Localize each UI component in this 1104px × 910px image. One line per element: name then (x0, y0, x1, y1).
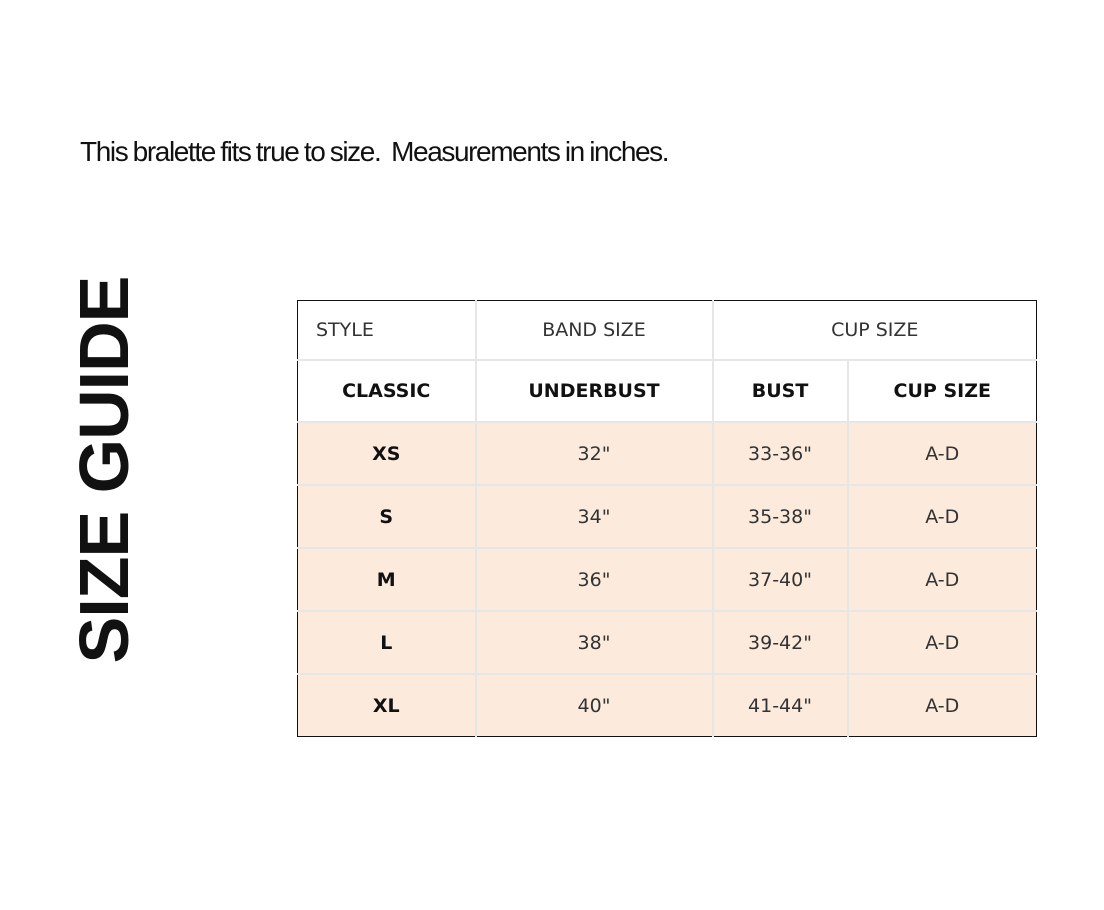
size-cell: L (298, 611, 476, 674)
style-group-header: STYLE (298, 301, 476, 361)
underbust-cell: 38" (476, 611, 713, 674)
column-header-row (298, 360, 1037, 422)
table-row (298, 422, 1037, 485)
bust-cell: 39-42" (713, 611, 848, 674)
table-row (298, 548, 1037, 611)
table-row (298, 674, 1037, 737)
size-cell: M (298, 548, 476, 611)
underbust-cell: 34" (476, 485, 713, 548)
table-row (298, 485, 1037, 548)
size-cell: XL (298, 674, 476, 737)
intro-text: This bralette fits true to size. Measurements in inches. (80, 136, 669, 167)
cup-cell: A-D (848, 422, 1037, 485)
cup-size-group-header: CUP SIZE (713, 301, 1037, 361)
cup-cell: A-D (848, 485, 1037, 548)
bust-cell: 33-36" (713, 422, 848, 485)
group-header-row (298, 301, 1037, 361)
cup-cell: A-D (848, 674, 1037, 737)
bust-cell: 37-40" (713, 548, 848, 611)
bust-header: BUST (713, 360, 848, 422)
cup-cell: A-D (848, 548, 1037, 611)
underbust-cell: 32" (476, 422, 713, 485)
classic-header: CLASSIC (298, 360, 476, 422)
band-size-group-header: BAND SIZE (476, 301, 713, 361)
size-guide-title: SIZE GUIDE (65, 276, 143, 664)
underbust-cell: 36" (476, 548, 713, 611)
bust-cell: 41-44" (713, 674, 848, 737)
bust-cell: 35-38" (713, 485, 848, 548)
cup-size-header: CUP SIZE (848, 360, 1037, 422)
underbust-cell: 40" (476, 674, 713, 737)
underbust-header: UNDERBUST (476, 360, 713, 422)
size-cell: S (298, 485, 476, 548)
size-cell: XS (298, 422, 476, 485)
size-table (297, 300, 1037, 737)
table-row (298, 611, 1037, 674)
cup-cell: A-D (848, 611, 1037, 674)
